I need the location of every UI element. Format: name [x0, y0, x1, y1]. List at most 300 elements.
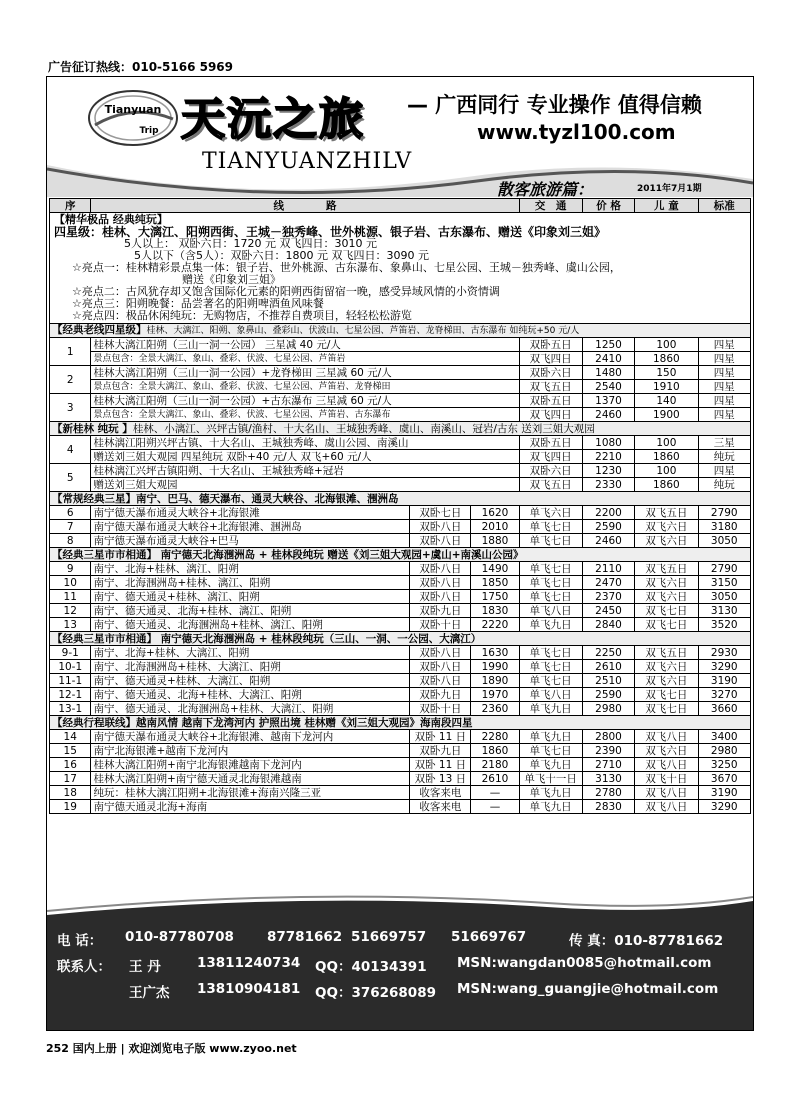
- table-cell: 单飞八日: [519, 604, 582, 618]
- table-header: [50, 199, 751, 213]
- table-cell: 2980: [698, 744, 750, 758]
- table-cell: 南宁、德天通灵、北海涠洲岛+桂林、大漓江、阳朔: [91, 702, 410, 716]
- premium-price-1: 5人以上： 双卧六日：1720 元 双飞四日：3010 元: [124, 237, 377, 250]
- table-cell: 2610: [471, 772, 519, 786]
- section-header: [50, 422, 751, 436]
- table-cell: 12: [50, 604, 91, 618]
- table-cell: 双飞七日: [635, 688, 698, 702]
- table-cell: 7: [50, 520, 91, 534]
- table-cell: 四星: [698, 394, 750, 408]
- table-cell: [50, 324, 751, 338]
- table-cell: 13-1: [50, 702, 91, 716]
- table-cell: 2460: [582, 534, 634, 548]
- col-price: 价 格: [582, 199, 634, 213]
- table-cell: 100: [635, 338, 698, 352]
- table-cell: 双卧八日: [410, 590, 471, 604]
- table-cell: 2200: [582, 506, 634, 520]
- table-cell: 单飞七日: [519, 534, 582, 548]
- table-row: [50, 464, 751, 478]
- contact-2-qq[interactable]: QQ：376268089: [315, 985, 436, 1001]
- table-cell: 3400: [698, 730, 750, 744]
- table-cell: 四星: [698, 338, 750, 352]
- table-cell: 四星: [698, 408, 750, 422]
- premium-title: 【精华极品 经典纯玩】: [54, 213, 168, 226]
- col-transport: 交 通: [519, 199, 582, 213]
- section-title: 【经典行程联线】越南风情 越南下龙湾河内 护照出境 桂林赠《刘三姐大观园》海南段四星: [50, 716, 751, 730]
- table-cell: 1620: [471, 506, 519, 520]
- table-cell: 2250: [582, 646, 634, 660]
- table-row: [50, 744, 751, 758]
- table-cell: 双卧 11 日: [410, 730, 471, 744]
- table-row: [50, 772, 751, 786]
- table-cell: 南宁、北海+桂林、大漓江、阳朔: [91, 646, 410, 660]
- section-desc: 桂林、大漓江、阳朔、象鼻山、叠彩山、伏波山、七星公园、芦笛岩、龙脊梯田、古东瀑布 如纯玩+50 元/人: [146, 326, 580, 336]
- table-cell: 8: [50, 534, 91, 548]
- table-cell: 140: [635, 394, 698, 408]
- table-cell: 2220: [471, 618, 519, 632]
- table-cell: 双飞六日: [635, 534, 698, 548]
- table-cell: 2370: [582, 590, 634, 604]
- table-cell: 单飞九日: [519, 702, 582, 716]
- table-cell: 2390: [582, 744, 634, 758]
- table-cell: 2790: [698, 562, 750, 576]
- table-cell: 150: [635, 366, 698, 380]
- table-cell: —: [471, 786, 519, 800]
- table-cell: 3050: [698, 590, 750, 604]
- table-cell: 1880: [471, 534, 519, 548]
- table-cell: 2710: [582, 758, 634, 772]
- table-cell: 双卧六日: [519, 464, 582, 478]
- tel-label: 电 话：: [57, 933, 103, 949]
- table-row: [50, 786, 751, 800]
- table-row: [50, 646, 751, 660]
- table-cell: 2280: [471, 730, 519, 744]
- table-cell: 双卧六日: [519, 366, 582, 380]
- table-row: [50, 338, 751, 352]
- table-cell: 桂林大漓江阳朔（三山一洞一公园）+龙脊梯田 三星减 60 元/人: [91, 366, 519, 380]
- table-cell: 18: [50, 786, 91, 800]
- table-cell: 双飞四日: [519, 352, 582, 366]
- tianyuan-logo-icon: [87, 89, 179, 147]
- table-cell: 景点包含：全景大漓江、象山、叠彩、伏波、七星公园、芦笛岩、龙脊梯田: [91, 380, 519, 394]
- table-row: [50, 688, 751, 702]
- premium-level: 四星级：桂林、大漓江、阳朔西街、王城－独秀峰、世外桃源、银子岩、古东瀑布、赠送《印象刘三姐》: [54, 225, 607, 239]
- table-cell: 2510: [582, 674, 634, 688]
- table-cell: 1860: [635, 478, 698, 492]
- table-cell: 双飞八日: [635, 730, 698, 744]
- table-row: [50, 660, 751, 674]
- table-row: [50, 604, 751, 618]
- table-cell: 双飞六日: [635, 674, 698, 688]
- table-cell: 纯玩: [698, 478, 750, 492]
- table-cell: 2360: [471, 702, 519, 716]
- table-cell: 3130: [698, 604, 750, 618]
- table-cell: 单飞七日: [519, 744, 582, 758]
- table-cell: 桂林大漓江阳朔+南宁德天通灵北海银滩越南: [91, 772, 410, 786]
- table-cell: 南宁德天瀑布通灵大峡谷+巴马: [91, 534, 410, 548]
- table-row: [50, 674, 751, 688]
- table-cell: 双卧五日: [519, 394, 582, 408]
- tel-1[interactable]: 010-87780708: [125, 929, 234, 945]
- table-cell: 南宁、德天通灵+桂林、漓江、阳朔: [91, 590, 410, 604]
- contact-1-name: 王 丹: [129, 959, 161, 975]
- table-cell: 双飞五日: [519, 380, 582, 394]
- section-title: 【常规经典三星】南宁、巴马、德天瀑布、通灵大峡谷、北海银滩、涠洲岛: [50, 492, 751, 506]
- table-row: [50, 590, 751, 604]
- table-cell: 双飞六日: [635, 590, 698, 604]
- table-cell: 1910: [635, 380, 698, 394]
- highlight-4: ☆亮点四：极品休闲纯玩：无购物店，不推荐自费项目，轻轻松松游览: [72, 309, 412, 322]
- table-row: [50, 730, 751, 744]
- table-cell: 双飞五日: [519, 478, 582, 492]
- fax: 传 真：010-87781662: [569, 933, 724, 949]
- table-cell: 单飞七日: [519, 674, 582, 688]
- table-cell: 1750: [471, 590, 519, 604]
- website-url[interactable]: www.tyzl100.com: [477, 120, 676, 144]
- contact-1-msn[interactable]: MSN:wangdan0085@hotmail.com: [457, 955, 712, 971]
- table-cell: 南宁、德天通灵、北海+桂林、大漓江、阳朔: [91, 688, 410, 702]
- table-cell: 赠送刘三姐大观园 四星纯玩 双卧+40 元/人 双飞+60 元/人: [91, 450, 519, 464]
- table-cell: 四星: [698, 464, 750, 478]
- table-cell: 四星: [698, 352, 750, 366]
- table-row: [50, 366, 751, 380]
- table-cell: 双卧 11 日: [410, 758, 471, 772]
- table-cell: 三星: [698, 436, 750, 450]
- table-cell: 纯玩: [698, 450, 750, 464]
- table-cell: —: [471, 800, 519, 814]
- table-cell: 17: [50, 772, 91, 786]
- table-cell: 2470: [582, 576, 634, 590]
- table-cell: 桂林大漓江阳朔（三山一洞一公园）+古东瀑布 三星减 60 元/人: [91, 394, 519, 408]
- highlight-1: ☆亮点一：桂林精彩景点集一体：银子岩、世外桃源、古东瀑布、象鼻山、七星公园、王城－独秀峰、虞山公园，: [72, 261, 621, 274]
- table-cell: 6: [50, 506, 91, 520]
- table-cell: 1080: [582, 436, 634, 450]
- highlight-2: ☆亮点二：古风犹存却又饱含国际化元素的阳朔西街留宿一晚，感受异域风情的小资情调: [72, 285, 500, 298]
- table-cell: 10-1: [50, 660, 91, 674]
- section-header: [50, 324, 751, 338]
- table-row: [50, 436, 751, 450]
- table-cell: 双卧九日: [410, 688, 471, 702]
- table-cell: 2210: [582, 450, 634, 464]
- table-cell: 桂林大漓江阳朔+南宁北海银滩越南下龙河内: [91, 758, 410, 772]
- table-cell: 2930: [698, 646, 750, 660]
- table-cell: 双飞四日: [519, 450, 582, 464]
- table-cell: 桂林漓江阳朔兴坪古镇、十大名山、王城独秀峰、虞山公园、南溪山: [91, 436, 519, 450]
- table-cell: 双卧十日: [410, 618, 471, 632]
- table-cell: 单飞九日: [519, 730, 582, 744]
- table-cell: 1: [50, 338, 91, 366]
- table-row: [50, 618, 751, 632]
- brand-name: 天沅之旅: [181, 94, 365, 145]
- table-cell: 15: [50, 744, 91, 758]
- table-cell: 双飞六日: [635, 520, 698, 534]
- table-cell: 2590: [582, 520, 634, 534]
- table-cell: 3180: [698, 520, 750, 534]
- table-row: [50, 520, 751, 534]
- table-cell: 2980: [582, 702, 634, 716]
- table-row: [50, 380, 751, 394]
- table-cell: 1370: [582, 394, 634, 408]
- table-cell: 1850: [471, 576, 519, 590]
- table-cell: 3290: [698, 800, 750, 814]
- table-cell: 南宁、德天通灵+桂林、大漓江、阳朔: [91, 674, 410, 688]
- table-cell: 南宁德天瀑布通灵大峡谷+北海银滩、越南下龙河内: [91, 730, 410, 744]
- table-cell: 双卧八日: [410, 646, 471, 660]
- premium-price-2: 5人以下（含5人）：双卧六日：1800 元 双飞四日：3090 元: [134, 249, 429, 262]
- section-title: 【经典三星市市相通】 南宁德天北海涠洲岛 + 桂林段纯玩（三山、一洞、一公园、大漓江）: [50, 632, 751, 646]
- table-cell: 100: [635, 464, 698, 478]
- table-cell: 双飞七日: [635, 618, 698, 632]
- table-cell: 双飞五日: [635, 646, 698, 660]
- table-cell: 1630: [471, 646, 519, 660]
- ad-frame: [46, 76, 754, 1031]
- table-cell: 1490: [471, 562, 519, 576]
- table-cell: 1990: [471, 660, 519, 674]
- table-cell: 10: [50, 576, 91, 590]
- table-cell: 双飞七日: [635, 604, 698, 618]
- table-cell: 四星: [698, 380, 750, 394]
- table-cell: 南宁、北海+桂林、漓江、阳朔: [91, 562, 410, 576]
- table-cell: 16: [50, 758, 91, 772]
- table-cell: 双卧九日: [410, 744, 471, 758]
- table-cell: 3130: [582, 772, 634, 786]
- table-cell: 双卧八日: [410, 562, 471, 576]
- table-cell: 双飞八日: [635, 800, 698, 814]
- table-row: [50, 800, 751, 814]
- table-cell: 南宁、德天通灵、北海+桂林、漓江、阳朔: [91, 604, 410, 618]
- table-cell: 赠送刘三姐大观园: [91, 478, 519, 492]
- table-row: [50, 408, 751, 422]
- table-cell: 3660: [698, 702, 750, 716]
- table-cell: 双卧七日: [410, 506, 471, 520]
- table-cell: 单飞七日: [519, 590, 582, 604]
- table-cell: 双卧五日: [519, 436, 582, 450]
- table-cell: 2790: [698, 506, 750, 520]
- table-cell: 纯玩：桂林大漓江阳朔+北海银滩+海南兴隆三亚: [91, 786, 410, 800]
- table-cell: 2010: [471, 520, 519, 534]
- table-cell: 单飞八日: [519, 688, 582, 702]
- table-cell: 12-1: [50, 688, 91, 702]
- table-cell: 2110: [582, 562, 634, 576]
- table-cell: 2830: [582, 800, 634, 814]
- table-cell: 3520: [698, 618, 750, 632]
- slogan: — 广西同行 专业操作 值得信赖: [407, 93, 702, 117]
- table-row: [50, 478, 751, 492]
- table-cell: 单飞十一日: [519, 772, 582, 786]
- table-cell: 景点包含：全景大漓江、象山、叠彩、伏波、七星公园、芦笛岩: [91, 352, 519, 366]
- contact-footer: [47, 919, 753, 1031]
- issue-date: 2011年7月1期: [637, 184, 702, 194]
- section-title: 【经典三星市市相通】 南宁德天北海涠洲岛 + 桂林段纯玩 赠送《刘三姐大观园+虞山+南溪山公园》: [50, 548, 751, 562]
- table-cell: 3290: [698, 660, 750, 674]
- brand-pinyin: TIANYUANZHILV: [202, 149, 413, 174]
- table-cell: 1860: [635, 450, 698, 464]
- table-cell: 2330: [582, 478, 634, 492]
- table-cell: 3: [50, 394, 91, 422]
- table-cell: 双卧八日: [410, 534, 471, 548]
- table-cell: 3670: [698, 772, 750, 786]
- col-child: 儿 童: [635, 199, 698, 213]
- table-cell: 2800: [582, 730, 634, 744]
- col-no: 序: [50, 199, 91, 213]
- table-row: [50, 394, 751, 408]
- table-cell: 1890: [471, 674, 519, 688]
- table-cell: 1250: [582, 338, 634, 352]
- table-cell: 双卧八日: [410, 674, 471, 688]
- table-cell: 南宁、德天通灵、北海涠洲岛+桂林、漓江、阳朔: [91, 618, 410, 632]
- table-cell: 1230: [582, 464, 634, 478]
- highlight-3: ☆亮点三：阳朔晚餐：品尝著名的阳朔啤酒鱼风味餐: [72, 297, 324, 310]
- table-cell: 双卧九日: [410, 604, 471, 618]
- table-cell: 南宁德天通灵北海+海南: [91, 800, 410, 814]
- contact-2-phone[interactable]: 13810904181: [197, 981, 301, 997]
- table-cell: 双飞七日: [635, 702, 698, 716]
- logo-text-2: Trip: [139, 126, 159, 136]
- contact-1-qq[interactable]: QQ：40134391: [315, 959, 427, 975]
- table-cell: 南宁德天瀑布通灵大峡谷+北海银滩: [91, 506, 410, 520]
- table-cell: 2460: [582, 408, 634, 422]
- highlight-1b: 赠送《印象刘三姐》: [182, 273, 281, 286]
- table-cell: 单飞七日: [519, 562, 582, 576]
- table-cell: 双飞五日: [635, 562, 698, 576]
- table-cell: 2780: [582, 786, 634, 800]
- table-cell: 3250: [698, 758, 750, 772]
- table-cell: 双飞十日: [635, 772, 698, 786]
- tel-4[interactable]: 51669767: [451, 929, 527, 945]
- footer-swoosh-decoration: [47, 895, 753, 921]
- table-cell: 双卧八日: [410, 520, 471, 534]
- table-cell: 3270: [698, 688, 750, 702]
- table-row: [50, 758, 751, 772]
- table-cell: 双卧八日: [410, 576, 471, 590]
- contact-2-name: 王广杰: [129, 985, 170, 1001]
- section-header: [50, 716, 751, 730]
- table-cell: 2450: [582, 604, 634, 618]
- table-cell: 2840: [582, 618, 634, 632]
- table-row: [50, 576, 751, 590]
- table-row: [50, 506, 751, 520]
- table-cell: 单飞九日: [519, 786, 582, 800]
- col-route: 线 路: [91, 199, 519, 213]
- tel-3[interactable]: 51669757: [351, 929, 427, 945]
- table-cell: 2540: [582, 380, 634, 394]
- table-cell: 4: [50, 436, 91, 464]
- page-footer: 252 国内上册 | 欢迎浏览电子版 www.zyoo.net: [46, 1042, 297, 1055]
- contact-2-msn[interactable]: MSN:wang_guangjie@hotmail.com: [457, 981, 719, 997]
- tour-price-table: [49, 198, 751, 814]
- table-cell: 单飞七日: [519, 660, 582, 674]
- table-cell: 单飞七日: [519, 520, 582, 534]
- table-cell: 收客来电: [410, 786, 471, 800]
- ad-hotline: 广告征订热线：010-5166 5969: [48, 60, 234, 74]
- table-cell: 2590: [582, 688, 634, 702]
- contact-label: 联系人：: [57, 959, 111, 975]
- table-cell: 14: [50, 730, 91, 744]
- table-cell: 单飞七日: [519, 576, 582, 590]
- table-cell: 收客来电: [410, 800, 471, 814]
- table-cell: 双飞八日: [635, 758, 698, 772]
- table-cell: 13: [50, 618, 91, 632]
- table-cell: 四星: [698, 366, 750, 380]
- section-header: [50, 492, 751, 506]
- section-subtitle: 散客旅游篇：: [497, 180, 594, 199]
- table-cell: 9-1: [50, 646, 91, 660]
- table-cell: 双卧 13 日: [410, 772, 471, 786]
- table-row: [50, 562, 751, 576]
- table-row: [50, 702, 751, 716]
- section-header: [50, 548, 751, 562]
- table-cell: 1480: [582, 366, 634, 380]
- table-cell: 2180: [471, 758, 519, 772]
- section-title: 【新桂林 纯玩 】: [52, 422, 133, 435]
- table-cell: 南宁、北海涠洲岛+桂林、漓江、阳朔: [91, 576, 410, 590]
- table-cell: 南宁北海银滩+越南下龙河内: [91, 744, 410, 758]
- tel-2[interactable]: 87781662: [267, 929, 343, 945]
- table-cell: 2: [50, 366, 91, 394]
- table-cell: 双卧八日: [410, 660, 471, 674]
- table-cell: [50, 213, 751, 324]
- col-standard: 标准: [698, 199, 750, 213]
- table-cell: 双飞四日: [519, 408, 582, 422]
- table-cell: 1860: [635, 352, 698, 366]
- table-cell: 5: [50, 464, 91, 492]
- table-row: [50, 450, 751, 464]
- table-cell: 2610: [582, 660, 634, 674]
- table-cell: 景点包含：全景大漓江、象山、叠彩、伏波、七星公园、芦笛岩、古东瀑布: [91, 408, 519, 422]
- table-row: [50, 534, 751, 548]
- table-cell: 双卧十日: [410, 702, 471, 716]
- table-cell: 双飞八日: [635, 786, 698, 800]
- logo-text-1: Tianyuan: [104, 103, 162, 116]
- table-cell: 双飞五日: [635, 506, 698, 520]
- section-desc: 桂林、小漓江、兴坪古镇/渔村、十大名山、王城独秀峰、虞山、南溪山、冠岩/古东 送刘三姐大观园: [132, 422, 595, 435]
- table-cell: 南宁德天瀑布通灵大峡谷+北海银滩、涠洲岛: [91, 520, 410, 534]
- table-cell: 3190: [698, 786, 750, 800]
- table-cell: 3190: [698, 674, 750, 688]
- table-cell: 1830: [471, 604, 519, 618]
- table-cell: 1970: [471, 688, 519, 702]
- table-cell: 双飞六日: [635, 744, 698, 758]
- table-cell: 单飞九日: [519, 758, 582, 772]
- premium-package: [50, 213, 751, 324]
- table-cell: 2410: [582, 352, 634, 366]
- table-cell: 9: [50, 562, 91, 576]
- section-title: 【经典老线四星级】: [52, 324, 147, 336]
- table-cell: 双卧五日: [519, 338, 582, 352]
- table-cell: 11: [50, 590, 91, 604]
- table-cell: 3050: [698, 534, 750, 548]
- table-row: [50, 352, 751, 366]
- table-cell: 19: [50, 800, 91, 814]
- table-cell: 100: [635, 436, 698, 450]
- table-cell: 单飞六日: [519, 506, 582, 520]
- table-cell: 单飞七日: [519, 646, 582, 660]
- table-cell: 3150: [698, 576, 750, 590]
- table-cell: 1860: [471, 744, 519, 758]
- contact-1-phone[interactable]: 13811240734: [197, 955, 301, 971]
- table-cell: 双飞六日: [635, 660, 698, 674]
- section-header: [50, 632, 751, 646]
- ad-header: [47, 77, 753, 199]
- table-cell: [50, 422, 751, 436]
- table-cell: 双飞六日: [635, 576, 698, 590]
- table-cell: 桂林大漓江阳朔（三山一洞一公园） 三星减 40 元/人: [91, 338, 519, 352]
- table-cell: 单飞九日: [519, 618, 582, 632]
- table-cell: 1900: [635, 408, 698, 422]
- table-cell: 11-1: [50, 674, 91, 688]
- table-cell: 桂林漓江兴坪古镇阳朔、十大名山、王城独秀峰+冠岩: [91, 464, 519, 478]
- table-cell: 单飞九日: [519, 800, 582, 814]
